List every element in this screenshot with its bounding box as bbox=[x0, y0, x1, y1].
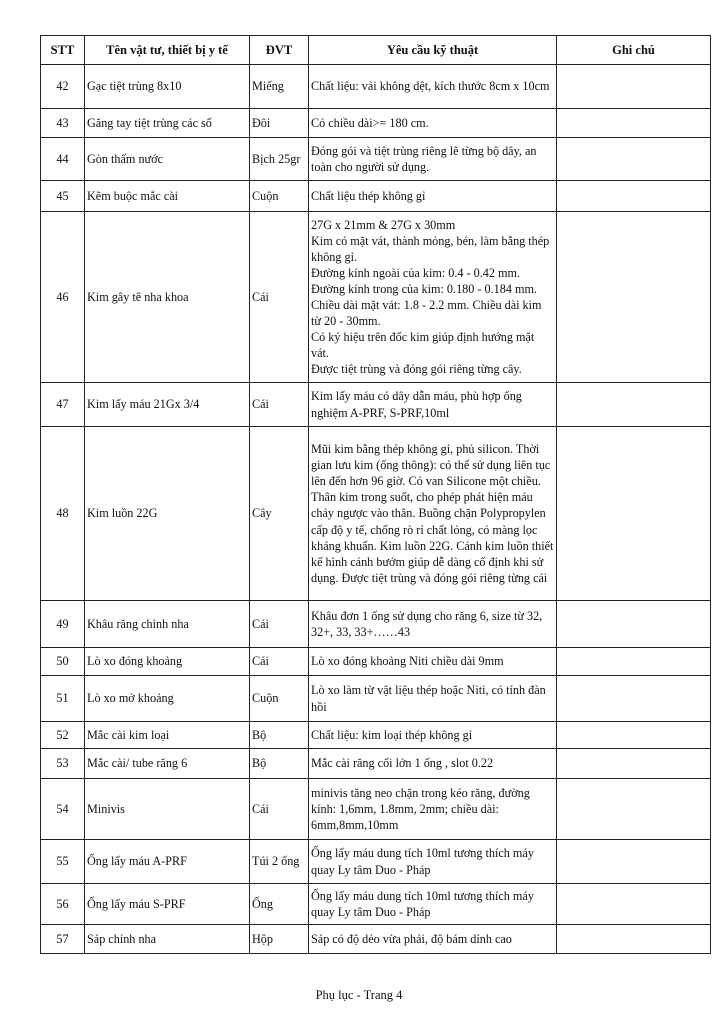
row-requirement: 27G x 21mm & 27G x 30mm Kim có mặt vát, thành mỏng, bén, làm bằng thép không gỉ. Đường kính ngoài của kim: 0.4 - 0.42 mm. Đường kính trong của kim: 0.180 - 0.184 mm. Chiều dài mặt vát: 1.8 - 2.2 mm. Chiều dài kim từ 20 - 30mm. Có ký hiệu trên đốc kim giúp định hướng mặt vát. Được tiệt trùng và đóng gói riêng từng cây. bbox=[309, 212, 557, 383]
row-note bbox=[557, 138, 711, 181]
header-note: Ghi chú bbox=[557, 36, 711, 65]
row-note bbox=[557, 212, 711, 383]
row-unit: Cái bbox=[250, 779, 309, 840]
row-requirement: Chất liệu: kim loại thép không gỉ bbox=[309, 722, 557, 749]
row-unit: Hộp bbox=[250, 925, 309, 954]
table-row bbox=[41, 427, 711, 601]
row-stt: 54 bbox=[41, 779, 85, 840]
row-unit: Túi 2 ống bbox=[250, 840, 309, 884]
row-requirement: Lò xo làm từ vật liệu thép hoặc Niti, có tính đàn hồi bbox=[309, 676, 557, 722]
table-row bbox=[41, 138, 711, 181]
table-header-row bbox=[41, 36, 711, 65]
row-stt: 47 bbox=[41, 383, 85, 427]
row-requirement: Đóng gói và tiệt trùng riêng lẽ từng bộ dây, an toàn cho người sử dụng. bbox=[309, 138, 557, 181]
row-name: Lò xo đóng khoảng bbox=[85, 648, 250, 676]
table-row bbox=[41, 925, 711, 954]
row-unit: Bộ bbox=[250, 722, 309, 749]
table-row bbox=[41, 779, 711, 840]
table-row bbox=[41, 109, 711, 138]
table-row bbox=[41, 212, 711, 383]
row-name: Lò xo mở khoảng bbox=[85, 676, 250, 722]
row-requirement: Chất liệu thép không gỉ bbox=[309, 181, 557, 212]
page-footer: Phụ lục - Trang 4 bbox=[315, 988, 403, 1002]
row-unit: Cuộn bbox=[250, 676, 309, 722]
row-unit: Cái bbox=[250, 601, 309, 648]
header-unit: ĐVT bbox=[250, 36, 309, 65]
row-requirement: Có chiều dài>= 180 cm. bbox=[309, 109, 557, 138]
row-requirement: Mắc cài răng cối lớn 1 ống , slot 0.22 bbox=[309, 749, 557, 779]
row-unit: Cái bbox=[250, 648, 309, 676]
row-note bbox=[557, 749, 711, 779]
row-requirement: Mũi kim bằng thép không gỉ, phủ silicon. Thời gian lưu kim (ống thông): có thể sử dụng liên tục lên đến hơn 96 giờ. Có van Silicone một chiều. Thân kim trong suốt, cho phép phát hiện máu chảy ngược vào thân. Buồng chặn Polypropylen cấp độ y tế, chống rò rỉ chất lỏng, có màng lọc kháng khuẩn. Kim luồn 22G. Cánh kim luồn thiết kế hình cánh bướm giúp dễ dàng cố định khi sử dụng. Được tiệt trùng và đóng gói riêng từng cái bbox=[309, 427, 557, 601]
row-name: Kim luồn 22G bbox=[85, 427, 250, 601]
row-requirement: Chất liệu: vải không dệt, kích thước 8cm x 10cm bbox=[309, 65, 557, 109]
row-name: Minivis bbox=[85, 779, 250, 840]
row-stt: 46 bbox=[41, 212, 85, 383]
row-stt: 43 bbox=[41, 109, 85, 138]
row-stt: 50 bbox=[41, 648, 85, 676]
table-row bbox=[41, 383, 711, 427]
row-unit: Đôi bbox=[250, 109, 309, 138]
row-name: Ống lấy máu A-PRF bbox=[85, 840, 250, 884]
row-unit: Cuộn bbox=[250, 181, 309, 212]
row-note bbox=[557, 427, 711, 601]
row-stt: 51 bbox=[41, 676, 85, 722]
row-name: Mắc cài/ tube răng 6 bbox=[85, 749, 250, 779]
row-unit: Cây bbox=[250, 427, 309, 601]
row-name: Gạc tiệt trùng 8x10 bbox=[85, 65, 250, 109]
row-name: Găng tay tiệt trùng các số bbox=[85, 109, 250, 138]
row-stt: 42 bbox=[41, 65, 85, 109]
row-name: Sáp chỉnh nha bbox=[85, 925, 250, 954]
row-note bbox=[557, 840, 711, 884]
row-stt: 49 bbox=[41, 601, 85, 648]
row-note bbox=[557, 722, 711, 749]
row-note bbox=[557, 601, 711, 648]
row-name: Gòn thấm nước bbox=[85, 138, 250, 181]
row-note bbox=[557, 779, 711, 840]
equipment-spec-table bbox=[40, 35, 711, 954]
row-name: Kẽm buộc mắc cài bbox=[85, 181, 250, 212]
row-note bbox=[557, 383, 711, 427]
table-row bbox=[41, 749, 711, 779]
row-stt: 55 bbox=[41, 840, 85, 884]
row-stt: 57 bbox=[41, 925, 85, 954]
row-name: Ống lấy máu S-PRF bbox=[85, 884, 250, 925]
row-unit: Bộ bbox=[250, 749, 309, 779]
row-unit: Cái bbox=[250, 212, 309, 383]
row-name: Mắc cài kim loại bbox=[85, 722, 250, 749]
row-stt: 53 bbox=[41, 749, 85, 779]
row-note bbox=[557, 181, 711, 212]
row-requirement: Lò xo đóng khoảng Niti chiều dài 9mm bbox=[309, 648, 557, 676]
table-row bbox=[41, 722, 711, 749]
row-stt: 52 bbox=[41, 722, 85, 749]
table-row bbox=[41, 676, 711, 722]
table-row bbox=[41, 601, 711, 648]
table-row bbox=[41, 181, 711, 212]
table-row bbox=[41, 884, 711, 925]
row-name: Kim lấy máu 21Gx 3/4 bbox=[85, 383, 250, 427]
row-unit: Cái bbox=[250, 383, 309, 427]
row-note bbox=[557, 884, 711, 925]
row-unit: Miếng bbox=[250, 65, 309, 109]
header-stt: STT bbox=[41, 36, 85, 65]
row-requirement: Ống lấy máu dung tích 10ml tương thích máy quay Ly tâm Duo - Pháp bbox=[309, 884, 557, 925]
row-stt: 45 bbox=[41, 181, 85, 212]
row-note bbox=[557, 925, 711, 954]
row-stt: 48 bbox=[41, 427, 85, 601]
row-name: Kim gây tê nha khoa bbox=[85, 212, 250, 383]
row-requirement: Khâu đơn 1 ống sử dụng cho răng 6, size từ 32, 32+, 33, 33+……43 bbox=[309, 601, 557, 648]
row-unit: Bịch 25gr bbox=[250, 138, 309, 181]
row-note bbox=[557, 648, 711, 676]
row-requirement: minivis tăng neo chặn trong kéo răng, đường kính: 1,6mm, 1.8mm, 2mm; chiều dài: 6mm,8mm,10mm bbox=[309, 779, 557, 840]
header-requirement: Yêu cầu kỹ thuật bbox=[309, 36, 557, 65]
table-row bbox=[41, 840, 711, 884]
row-note bbox=[557, 109, 711, 138]
row-stt: 44 bbox=[41, 138, 85, 181]
table-row bbox=[41, 648, 711, 676]
row-name: Khâu răng chỉnh nha bbox=[85, 601, 250, 648]
row-requirement: Ống lấy máu dung tích 10ml tương thích máy quay Ly tâm Duo - Pháp bbox=[309, 840, 557, 884]
row-requirement: Sáp có độ dẻo vừa phải, độ bám dính cao bbox=[309, 925, 557, 954]
row-stt: 56 bbox=[41, 884, 85, 925]
row-unit: Ống bbox=[250, 884, 309, 925]
row-note bbox=[557, 65, 711, 109]
header-name: Tên vật tư, thiết bị y tế bbox=[85, 36, 250, 65]
row-requirement: Kim lấy máu có dây dẫn máu, phù hợp ống nghiệm A-PRF, S-PRF,10ml bbox=[309, 383, 557, 427]
table-row bbox=[41, 65, 711, 109]
row-note bbox=[557, 676, 711, 722]
